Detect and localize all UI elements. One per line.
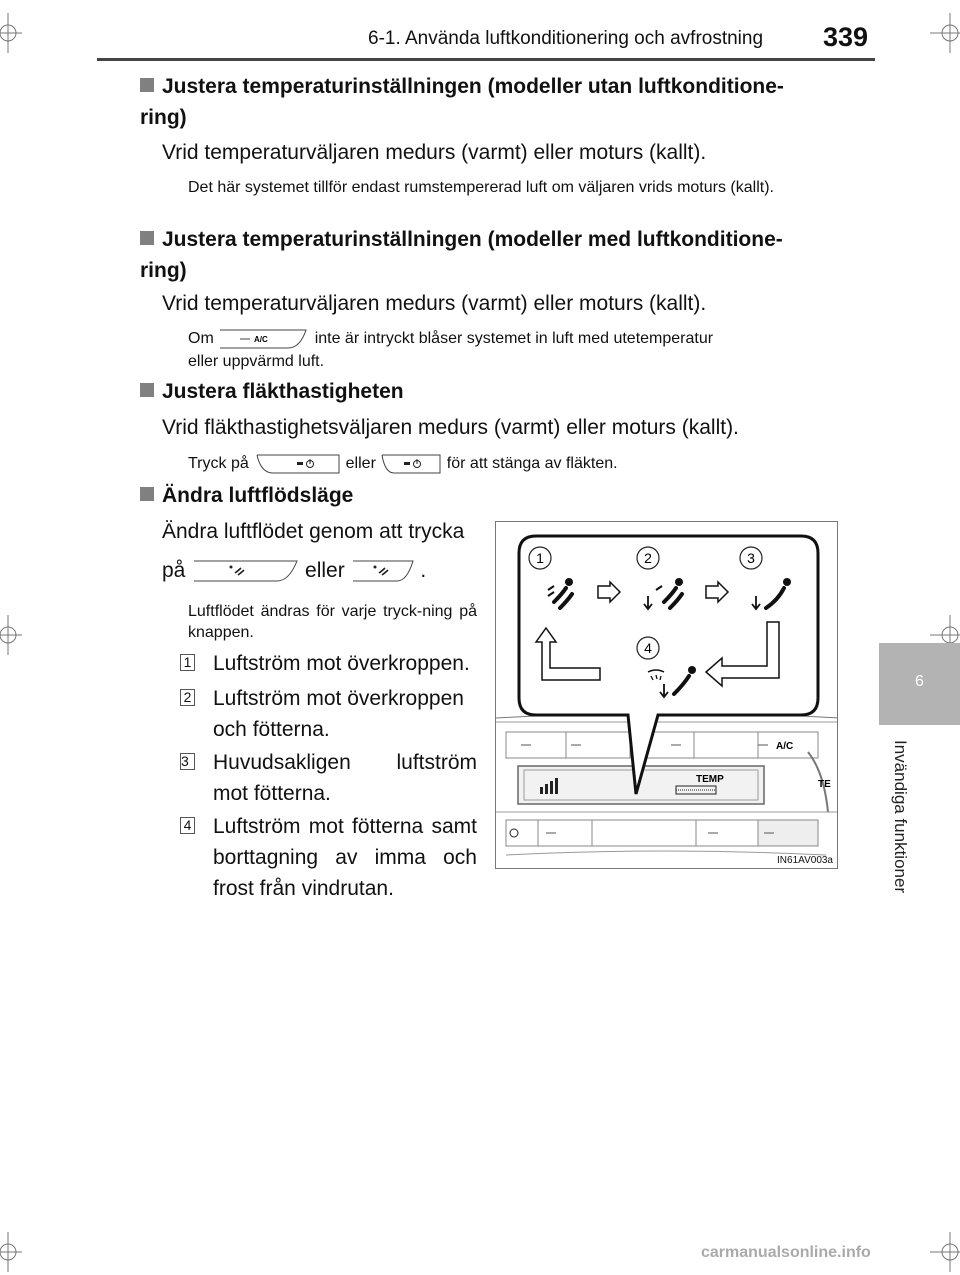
ac-button-icon <box>218 327 310 351</box>
list-number: 3 <box>180 753 195 770</box>
body-temp-no-ac: Vrid temperaturväljaren medurs (varmt) eller moturs (kallt). <box>162 141 707 164</box>
note-airflow: Luftflödet ändras för varje tryck-ning på knappen. <box>188 603 477 641</box>
body-fan: Vrid fläkthastighetsväljaren medurs (varmt) eller moturs (kallt). <box>162 416 739 439</box>
list-number: 4 <box>180 817 195 834</box>
airflow-mode-figure <box>495 521 838 869</box>
chapter-title: Invändiga funktioner <box>891 740 910 894</box>
list-item: 1 Luftström mot överkroppen. <box>180 648 477 679</box>
body-temp-with-ac: Vrid temperaturväljaren medurs (varmt) eller moturs (kallt). <box>162 292 707 315</box>
note-temp-no-ac: Det här systemet tillför endast rumstempererad luft om väljaren vrids moturs (kallt). <box>188 179 774 196</box>
heading-temp-with-ac: Justera temperaturinställningen (modeller med luftkonditione- ring) <box>140 228 783 282</box>
callout-number-2: 2 <box>644 550 652 566</box>
body-airflow-line1: Ändra luftflödet genom att trycka <box>162 520 465 543</box>
header-section-title: 6-1. Använda luftkonditionering och avfrostning <box>368 28 764 49</box>
fan-off-button-right-icon <box>380 452 442 476</box>
registration-mark <box>0 615 22 655</box>
callout-number-4: 4 <box>644 640 652 656</box>
fan-off-button-left-icon <box>253 452 341 476</box>
note-temp-with-ac: Om A/C inte är intryckt blåser systemet in luft med utetemperatur eller uppvärmd luft. <box>188 327 838 372</box>
body-airflow-line2: på eller . <box>162 555 426 586</box>
list-number: 1 <box>180 654 195 671</box>
panel-ac-label: A/C <box>776 741 794 752</box>
heading-bullet-icon <box>140 231 154 245</box>
list-number: 2 <box>180 689 195 706</box>
svg-text:A/C: A/C <box>254 335 269 344</box>
header-rule <box>97 58 875 61</box>
panel-temp-label: TEMP <box>696 774 724 785</box>
heading-temp-no-ac: Justera temperaturinställningen (modeller utan luftkonditione- ring) <box>140 75 784 129</box>
page-number: 339 <box>823 22 869 52</box>
registration-mark <box>930 1232 960 1272</box>
registration-mark <box>0 1232 22 1272</box>
callout-number-3: 3 <box>747 550 755 566</box>
list-item: 2 Luftström mot överkroppen och fötterna. <box>180 683 477 745</box>
panel-te-label: TE <box>818 779 831 790</box>
chapter-number: 6 <box>915 673 924 690</box>
list-item: 4 Luftström mot fötterna samt borttagning av imma och frost från vindrutan. <box>180 811 477 904</box>
callout-number-1: 1 <box>536 550 544 566</box>
heading-bullet-icon <box>140 487 154 501</box>
heading-bullet-icon <box>140 383 154 397</box>
chapter-tab <box>879 643 960 725</box>
figure-code: IN61AV003a <box>777 855 833 866</box>
note-fan: Tryck på eller för att stänga av fläkten. <box>188 452 838 476</box>
airflow-diagram <box>496 522 838 869</box>
heading-airflow: Ändra luftflödsläge <box>140 480 353 511</box>
list-item: 3 Huvudsakligen luftström mot fötterna. <box>181 751 477 805</box>
heading-bullet-icon <box>140 78 154 92</box>
watermark: carmanualsonline.info <box>701 1244 871 1261</box>
airflow-button-left-icon <box>191 558 299 584</box>
airflow-button-right-icon <box>351 558 415 584</box>
heading-fan: Justera fläkthastigheten <box>140 376 404 407</box>
registration-mark <box>0 13 22 53</box>
registration-mark <box>930 13 960 53</box>
